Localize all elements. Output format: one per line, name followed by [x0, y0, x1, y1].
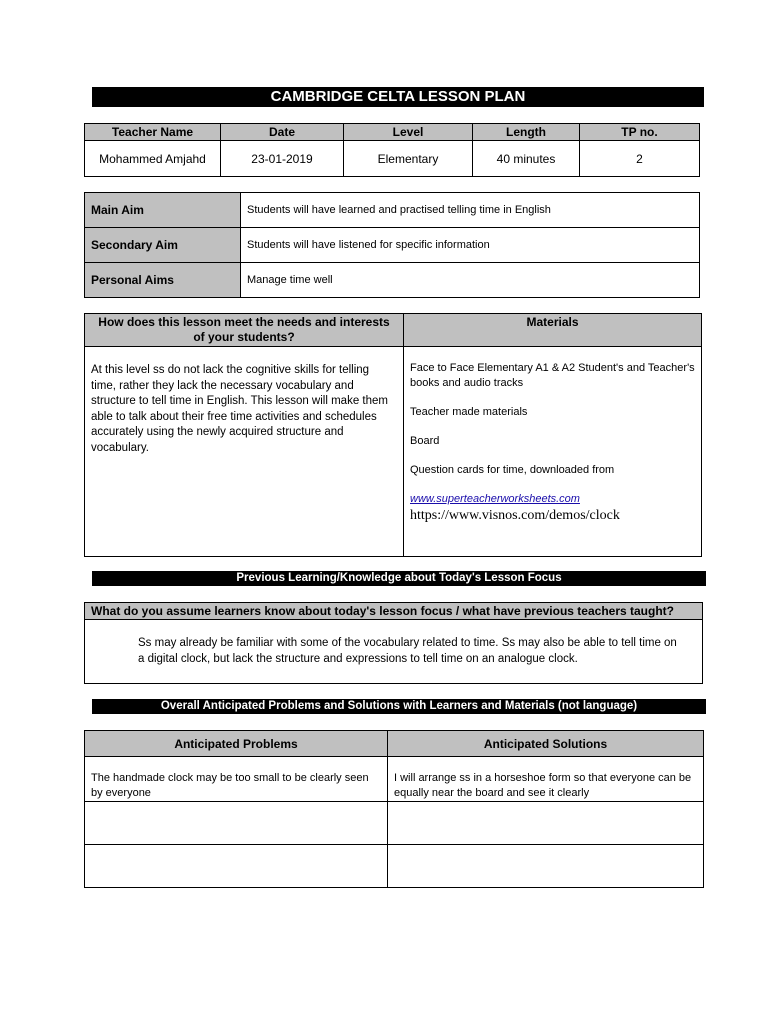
- main-aim-label: Main Aim: [85, 193, 241, 228]
- materials-item: Question cards for time, downloaded from: [410, 464, 615, 476]
- problem-cell: [85, 802, 388, 845]
- materials-header: Materials: [404, 314, 702, 347]
- tp-no-value: 2: [580, 141, 700, 177]
- problem-cell: [85, 845, 388, 888]
- secondary-aim-label: Secondary Aim: [85, 228, 241, 263]
- problem-cell: The handmade clock may be too small to be clearly seen by everyone: [85, 757, 388, 802]
- anticipated-problems-banner: Overall Anticipated Problems and Solutions with Learners and Materials (not language): [92, 699, 706, 714]
- tp-no-header: TP no.: [580, 124, 700, 141]
- needs-materials-table: [84, 313, 702, 557]
- materials-item: Board: [410, 435, 440, 447]
- solution-cell: [388, 802, 704, 845]
- secondary-aim-value: Students will have listened for specific information: [241, 228, 700, 263]
- assumed-knowledge-header: What do you assume learners know about today's lesson focus / what have previous teachers taught?: [85, 603, 703, 620]
- teacher-name-value: Mohammed Amjahd: [85, 141, 221, 177]
- level-value: Elementary: [344, 141, 473, 177]
- materials-item: Face to Face Elementary A1 & A2 Student's and Teacher's books and audio tracks: [410, 362, 695, 389]
- lesson-info-table: [84, 123, 700, 177]
- personal-aims-value: Manage time well: [241, 263, 700, 298]
- date-header: Date: [221, 124, 344, 141]
- solution-cell: [388, 845, 704, 888]
- materials-item: Teacher made materials: [410, 406, 528, 418]
- problems-solutions-table: [84, 730, 704, 888]
- teacher-name-header: Teacher Name: [85, 124, 221, 141]
- visnos-clock-url: https://www.visnos.com/demos/clock: [410, 508, 620, 523]
- needs-body: At this level ss do not lack the cognitive skills for telling time, rather they lack the necessary vocabulary and structure to tell time in English. This lesson will make them able to talk about their free time activities and schedules accurately using the newly acquired structure and vocabulary.: [85, 347, 404, 557]
- length-value: 40 minutes: [473, 141, 580, 177]
- main-aim-value: Students will have learned and practised telling time in English: [241, 193, 700, 228]
- personal-aims-label: Personal Aims: [85, 263, 241, 298]
- previous-learning-banner: Previous Learning/Knowledge about Today's Lesson Focus: [92, 571, 706, 586]
- anticipated-solutions-header: Anticipated Solutions: [388, 731, 704, 757]
- assumed-knowledge-table: [84, 602, 703, 684]
- assumed-knowledge-body: Ss may already be familiar with some of the vocabulary related to time. Ss may also be able to tell time on a digital clock, but lack the structure and expressions to tell time on an analogue clock.: [85, 620, 703, 684]
- aims-table: [84, 192, 700, 298]
- date-value: 23-01-2019: [221, 141, 344, 177]
- materials-body: [404, 347, 702, 557]
- level-header: Level: [344, 124, 473, 141]
- solution-cell: I will arrange ss in a horseshoe form so that everyone can be equally near the board and see it clearly: [388, 757, 704, 802]
- anticipated-problems-header: Anticipated Problems: [85, 731, 388, 757]
- superteacherworksheets-link[interactable]: www.superteacherworksheets.com: [410, 493, 580, 505]
- length-header: Length: [473, 124, 580, 141]
- page-title: CAMBRIDGE CELTA LESSON PLAN: [92, 87, 704, 107]
- needs-header: How does this lesson meet the needs and interests of your students?: [85, 314, 404, 347]
